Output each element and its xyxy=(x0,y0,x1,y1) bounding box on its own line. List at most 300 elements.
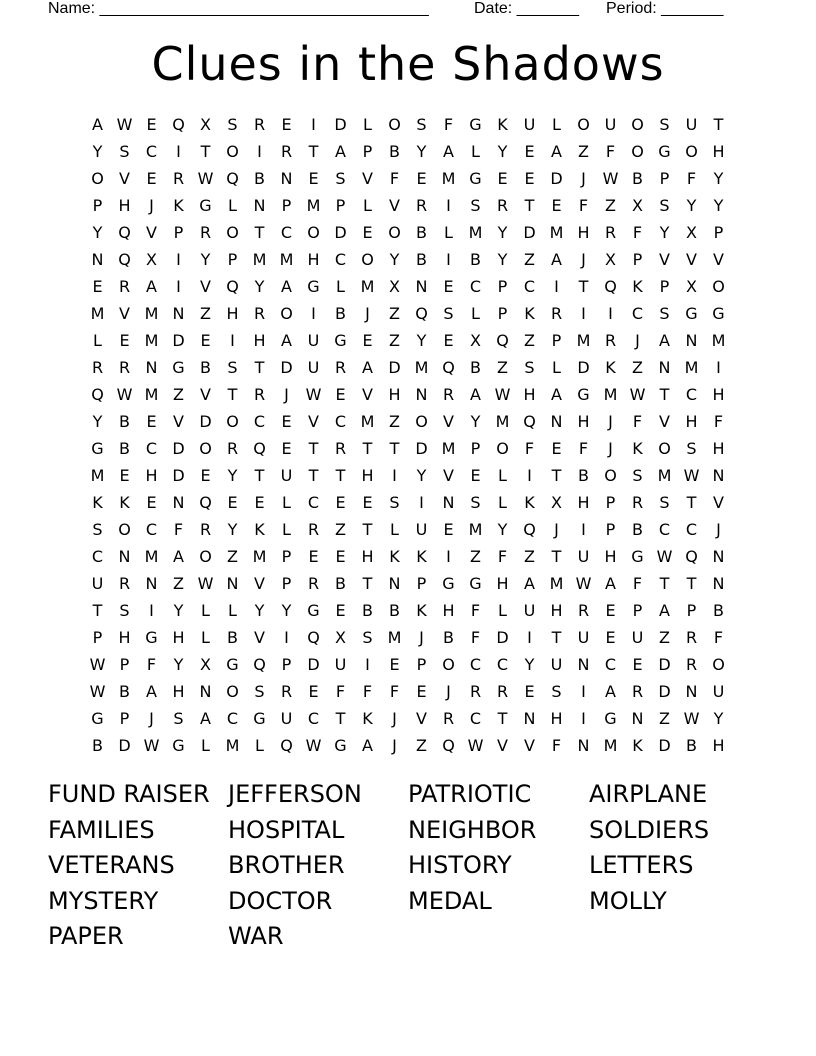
grid-letter: E xyxy=(281,439,292,458)
grid-letter: E xyxy=(146,169,157,188)
grid-letter: T xyxy=(659,574,670,593)
grid-letter: F xyxy=(632,574,643,593)
grid-letter: A xyxy=(200,709,211,728)
grid-letter: V xyxy=(497,736,508,755)
grid-letter: L xyxy=(471,142,480,161)
grid-letter: E xyxy=(524,682,535,701)
grid-letter: B xyxy=(389,601,400,620)
grid-letter: K xyxy=(524,304,535,323)
grid-letter: R xyxy=(199,520,212,539)
grid-letter: X xyxy=(551,493,562,512)
grid-letter: R xyxy=(685,655,698,674)
grid-letter: Y xyxy=(254,277,265,296)
grid-letter: Q xyxy=(496,331,509,350)
grid-letter: N xyxy=(658,358,671,377)
grid-letter: U xyxy=(307,358,320,377)
grid-letter: D xyxy=(577,358,590,377)
grid-letter: Z xyxy=(173,385,184,404)
grid-letter: Y xyxy=(713,196,724,215)
grid-letter: M xyxy=(711,331,726,350)
grid-letter: E xyxy=(119,331,130,350)
grid-letter: G xyxy=(712,304,725,323)
grid-letter: E xyxy=(200,331,211,350)
grid-letter: V xyxy=(524,736,535,755)
grid-letter: J xyxy=(608,412,613,431)
grid-letter: P xyxy=(605,493,616,512)
grid-letter: M xyxy=(684,358,699,377)
grid-letter: T xyxy=(254,358,265,377)
grid-letter: K xyxy=(389,547,400,566)
grid-letter: F xyxy=(443,115,454,134)
grid-letter: R xyxy=(118,574,131,593)
grid-letter: B xyxy=(443,628,454,647)
grid-letter: N xyxy=(172,493,185,512)
grid-letter: Q xyxy=(415,304,428,323)
grid-letter: P xyxy=(605,520,616,539)
grid-letter: Q xyxy=(280,736,293,755)
grid-letter: W xyxy=(683,466,700,485)
grid-letter: Q xyxy=(307,628,320,647)
grid-letter: K xyxy=(632,439,643,458)
grid-letter: S xyxy=(551,682,562,701)
grid-letter: R xyxy=(91,358,104,377)
grid-letter: T xyxy=(362,574,373,593)
grid-letter: H xyxy=(577,223,590,242)
grid-letter: K xyxy=(416,547,427,566)
grid-letter: Q xyxy=(172,115,185,134)
grid-letter: B xyxy=(470,250,481,269)
grid-letter: U xyxy=(577,628,590,647)
grid-letter: T xyxy=(686,574,697,593)
grid-letter: D xyxy=(496,628,509,647)
grid-letter: S xyxy=(119,601,130,620)
grid-letter: M xyxy=(441,439,456,458)
grid-letter: K xyxy=(92,493,103,512)
grid-letter: B xyxy=(632,169,643,188)
grid-letter: O xyxy=(388,115,401,134)
grid-letter: M xyxy=(387,628,402,647)
grid-letter: K xyxy=(173,196,184,215)
grid-letter: R xyxy=(550,304,563,323)
student-info-header xyxy=(0,0,816,22)
grid-letter: A xyxy=(92,115,103,134)
grid-letter: I xyxy=(176,142,181,161)
grid-letter: H xyxy=(307,250,320,269)
grid-letter: L xyxy=(93,331,102,350)
grid-letter: M xyxy=(657,466,672,485)
grid-letter: T xyxy=(497,709,508,728)
grid-letter: U xyxy=(685,115,698,134)
word-list-item: MYSTERY xyxy=(48,886,159,915)
grid-letter: T xyxy=(362,520,373,539)
grid-letter: B xyxy=(632,520,643,539)
grid-letter: R xyxy=(577,601,590,620)
grid-letter: X xyxy=(632,196,643,215)
grid-letter: N xyxy=(145,358,158,377)
grid-row xyxy=(84,732,732,759)
grid-letter: W xyxy=(89,682,106,701)
grid-letter: E xyxy=(308,682,319,701)
grid-letter: S xyxy=(389,493,400,512)
grid-letter: Q xyxy=(226,277,239,296)
grid-letter: W xyxy=(89,655,106,674)
grid-letter: M xyxy=(306,196,321,215)
grid-letter: V xyxy=(119,304,130,323)
grid-letter: H xyxy=(388,385,401,404)
grid-letter: V xyxy=(254,628,265,647)
grid-letter: W xyxy=(467,736,484,755)
grid-letter: M xyxy=(603,385,618,404)
grid-letter: U xyxy=(307,331,320,350)
grid-letter: T xyxy=(551,547,562,566)
grid-letter: D xyxy=(199,412,212,431)
grid-row xyxy=(84,678,732,705)
grid-letter: O xyxy=(631,115,644,134)
word-list-item: FUND RAISER xyxy=(48,780,210,808)
grid-letter: T xyxy=(308,439,319,458)
grid-letter: Y xyxy=(92,223,103,242)
grid-letter: P xyxy=(119,655,130,674)
grid-letter: R xyxy=(496,682,509,701)
grid-letter: E xyxy=(227,493,238,512)
grid-letter: E xyxy=(632,655,643,674)
grid-letter: I xyxy=(419,493,424,512)
word-list-item: DOCTOR xyxy=(228,886,333,915)
grid-letter: T xyxy=(308,142,319,161)
grid-letter: M xyxy=(144,547,159,566)
grid-letter: P xyxy=(470,439,481,458)
grid-letter: M xyxy=(279,250,294,269)
grid-letter: J xyxy=(635,331,640,350)
grid-letter: A xyxy=(605,574,616,593)
date-field-label: Date: _______ xyxy=(474,0,579,17)
grid-letter: Z xyxy=(659,709,670,728)
grid-letter: I xyxy=(176,250,181,269)
grid-letter: V xyxy=(200,277,211,296)
grid-letter: X xyxy=(470,331,481,350)
grid-letter: L xyxy=(228,196,237,215)
grid-letter: M xyxy=(144,385,159,404)
grid-letter: K xyxy=(254,520,265,539)
grid-letter: L xyxy=(444,223,453,242)
grid-letter: R xyxy=(604,223,617,242)
grid-letter: G xyxy=(658,142,671,161)
grid-letter: N xyxy=(577,736,590,755)
grid-letter: F xyxy=(551,736,562,755)
grid-letter: U xyxy=(604,115,617,134)
grid-letter: J xyxy=(392,736,397,755)
grid-letter: H xyxy=(685,412,698,431)
grid-letter: U xyxy=(631,628,644,647)
grid-letter: R xyxy=(496,196,509,215)
grid-letter: Z xyxy=(416,736,427,755)
grid-letter: O xyxy=(307,223,320,242)
grid-letter: J xyxy=(581,169,586,188)
grid-letter: R xyxy=(118,358,131,377)
grid-letter: R xyxy=(280,142,293,161)
grid-letter: Y xyxy=(173,601,184,620)
grid-letter: F xyxy=(497,547,508,566)
grid-letter: A xyxy=(146,277,157,296)
grid-letter: Z xyxy=(524,250,535,269)
grid-letter: P xyxy=(335,196,346,215)
word-list-item: FAMILIES xyxy=(48,815,155,844)
grid-letter: C xyxy=(469,709,482,728)
grid-letter: S xyxy=(119,142,130,161)
grid-letter: J xyxy=(149,196,154,215)
grid-letter: O xyxy=(604,466,617,485)
grid-letter: A xyxy=(659,331,670,350)
word-list-item: JEFFERSON xyxy=(228,780,362,808)
grid-letter: E xyxy=(335,493,346,512)
grid-letter: A xyxy=(362,736,373,755)
grid-letter: S xyxy=(227,115,238,134)
grid-letter: M xyxy=(414,358,429,377)
grid-letter: K xyxy=(416,601,427,620)
grid-letter: Y xyxy=(227,520,238,539)
grid-letter: L xyxy=(201,736,210,755)
grid-letter: E xyxy=(416,682,427,701)
grid-letter: C xyxy=(658,520,671,539)
grid-letter: C xyxy=(685,385,698,404)
grid-letter: L xyxy=(363,115,372,134)
grid-letter: H xyxy=(145,466,158,485)
grid-letter: N xyxy=(712,574,725,593)
grid-letter: F xyxy=(470,601,481,620)
grid-letter: L xyxy=(228,601,237,620)
grid-letter: Z xyxy=(470,547,481,566)
grid-letter: Q xyxy=(442,358,455,377)
grid-letter: Y xyxy=(470,412,481,431)
grid-letter: O xyxy=(91,169,104,188)
grid-letter: S xyxy=(92,520,103,539)
grid-letter: I xyxy=(446,547,451,566)
grid-letter: M xyxy=(603,736,618,755)
grid-letter: A xyxy=(281,331,292,350)
grid-letter: I xyxy=(257,142,262,161)
grid-letter: S xyxy=(632,466,643,485)
grid-letter: G xyxy=(334,331,347,350)
grid-letter: E xyxy=(92,277,103,296)
grid-letter: G xyxy=(685,304,698,323)
grid-letter: S xyxy=(524,358,535,377)
grid-letter: H xyxy=(172,628,185,647)
grid-letter: R xyxy=(469,682,482,701)
grid-row xyxy=(84,597,732,624)
grid-letter: G xyxy=(334,736,347,755)
grid-letter: E xyxy=(119,466,130,485)
grid-letter: E xyxy=(308,547,319,566)
grid-letter: D xyxy=(172,331,185,350)
grid-letter: E xyxy=(362,331,373,350)
grid-letter: U xyxy=(280,709,293,728)
grid-letter: T xyxy=(524,196,535,215)
grid-letter: Y xyxy=(416,142,427,161)
grid-letter: R xyxy=(118,277,131,296)
grid-letter: Y xyxy=(713,169,724,188)
word-list-item: HISTORY xyxy=(408,851,512,880)
grid-row xyxy=(84,192,732,219)
grid-letter: L xyxy=(390,520,399,539)
grid-letter: X xyxy=(686,277,697,296)
grid-letter: D xyxy=(658,682,671,701)
grid-letter: E xyxy=(443,520,454,539)
grid-letter: X xyxy=(146,250,157,269)
grid-letter: G xyxy=(307,277,320,296)
word-list-item: WAR xyxy=(228,922,284,951)
page-title: Clues in the Shadows xyxy=(151,37,665,91)
grid-letter: P xyxy=(281,547,292,566)
grid-letter: F xyxy=(173,520,184,539)
word-list-item: AIRPLANE xyxy=(589,780,708,808)
grid-letter: F xyxy=(524,439,535,458)
grid-letter: T xyxy=(254,223,265,242)
grid-letter: R xyxy=(631,682,644,701)
grid-letter: F xyxy=(713,412,724,431)
grid-row xyxy=(84,165,732,192)
grid-letter: B xyxy=(416,223,427,242)
grid-letter: H xyxy=(577,412,590,431)
grid-letter: G xyxy=(91,439,104,458)
grid-letter: F xyxy=(146,655,157,674)
grid-letter: J xyxy=(716,520,721,539)
grid-letter: V xyxy=(659,250,670,269)
grid-letter: H xyxy=(172,682,185,701)
grid-letter: N xyxy=(253,196,266,215)
word-list-item: PATRIOTIC xyxy=(408,780,532,808)
grid-letter: Y xyxy=(416,466,427,485)
grid-letter: L xyxy=(282,520,291,539)
grid-letter: L xyxy=(552,358,561,377)
grid-letter: Q xyxy=(685,547,698,566)
grid-letter: I xyxy=(446,250,451,269)
grid-letter: V xyxy=(389,196,400,215)
grid-letter: M xyxy=(495,412,510,431)
period-field-label: Period: _______ xyxy=(606,0,724,17)
grid-letter: V xyxy=(254,574,265,593)
grid-row xyxy=(84,300,732,327)
grid-letter: W xyxy=(683,709,700,728)
grid-letter: C xyxy=(280,223,293,242)
grid-letter: C xyxy=(145,520,158,539)
grid-letter: R xyxy=(253,304,266,323)
grid-letter: C xyxy=(307,709,320,728)
grid-letter: F xyxy=(686,169,697,188)
grid-letter: Z xyxy=(389,412,400,431)
grid-letter: H xyxy=(361,466,374,485)
grid-letter: Q xyxy=(253,439,266,458)
grid-letter: O xyxy=(226,142,239,161)
grid-letter: G xyxy=(199,196,212,215)
grid-letter: Q xyxy=(118,223,131,242)
grid-letter: C xyxy=(334,412,347,431)
grid-letter: F xyxy=(389,169,400,188)
grid-row xyxy=(84,651,732,678)
grid-row xyxy=(84,462,732,489)
grid-letter: H xyxy=(550,601,563,620)
grid-letter: V xyxy=(362,169,373,188)
grid-letter: J xyxy=(446,682,451,701)
grid-letter: A xyxy=(551,250,562,269)
grid-letter: S xyxy=(254,682,265,701)
grid-row xyxy=(84,489,732,516)
grid-letter: U xyxy=(334,655,347,674)
grid-letter: E xyxy=(146,493,157,512)
grid-letter: Y xyxy=(173,655,184,674)
grid-letter: V xyxy=(200,385,211,404)
grid-letter: G xyxy=(253,709,266,728)
grid-letter: O xyxy=(442,655,455,674)
grid-letter: H xyxy=(712,385,725,404)
grid-row xyxy=(84,516,732,543)
grid-row xyxy=(84,246,732,273)
grid-letter: F xyxy=(362,682,373,701)
name-field-label: Name: _____________________________________ xyxy=(48,0,429,17)
grid-letter: E xyxy=(335,385,346,404)
grid-letter: L xyxy=(336,277,345,296)
grid-letter: Z xyxy=(389,331,400,350)
grid-row xyxy=(84,435,732,462)
grid-letter: L xyxy=(201,601,210,620)
grid-letter: O xyxy=(226,223,239,242)
grid-letter: C xyxy=(685,520,698,539)
grid-letter: M xyxy=(360,412,375,431)
grid-letter: Y xyxy=(686,196,697,215)
grid-letter: J xyxy=(608,439,613,458)
grid-letter: P xyxy=(416,655,427,674)
grid-letter: G xyxy=(469,574,482,593)
grid-letter: Z xyxy=(173,574,184,593)
grid-letter: N xyxy=(388,574,401,593)
grid-letter: Y xyxy=(227,466,238,485)
grid-letter: K xyxy=(605,358,616,377)
grid-letter: S xyxy=(335,169,346,188)
grid-letter: Z xyxy=(524,547,535,566)
grid-letter: D xyxy=(523,223,536,242)
grid-letter: S xyxy=(416,115,427,134)
grid-letter: R xyxy=(604,331,617,350)
grid-letter: M xyxy=(549,223,564,242)
grid-letter: B xyxy=(416,250,427,269)
grid-letter: C xyxy=(253,412,266,431)
grid-letter: V xyxy=(713,250,724,269)
grid-letter: N xyxy=(685,331,698,350)
grid-letter: H xyxy=(496,574,509,593)
grid-letter: S xyxy=(659,115,670,134)
grid-letter: G xyxy=(469,115,482,134)
grid-letter: T xyxy=(92,601,103,620)
grid-letter: I xyxy=(230,331,235,350)
grid-letter: A xyxy=(524,574,535,593)
grid-letter: P xyxy=(281,574,292,593)
grid-letter: D xyxy=(280,358,293,377)
grid-letter: E xyxy=(389,655,400,674)
grid-letter: S xyxy=(686,439,697,458)
grid-letter: N xyxy=(145,574,158,593)
grid-letter: P xyxy=(173,223,184,242)
grid-letter: I xyxy=(554,277,559,296)
grid-letter: Z xyxy=(227,547,238,566)
grid-letter: Q xyxy=(442,736,455,755)
grid-letter: M xyxy=(441,169,456,188)
grid-row xyxy=(84,327,732,354)
grid-letter: Q xyxy=(118,250,131,269)
grid-letter: S xyxy=(362,628,373,647)
grid-letter: I xyxy=(176,277,181,296)
grid-letter: M xyxy=(468,520,483,539)
grid-letter: L xyxy=(552,115,561,134)
grid-letter: X xyxy=(200,655,211,674)
